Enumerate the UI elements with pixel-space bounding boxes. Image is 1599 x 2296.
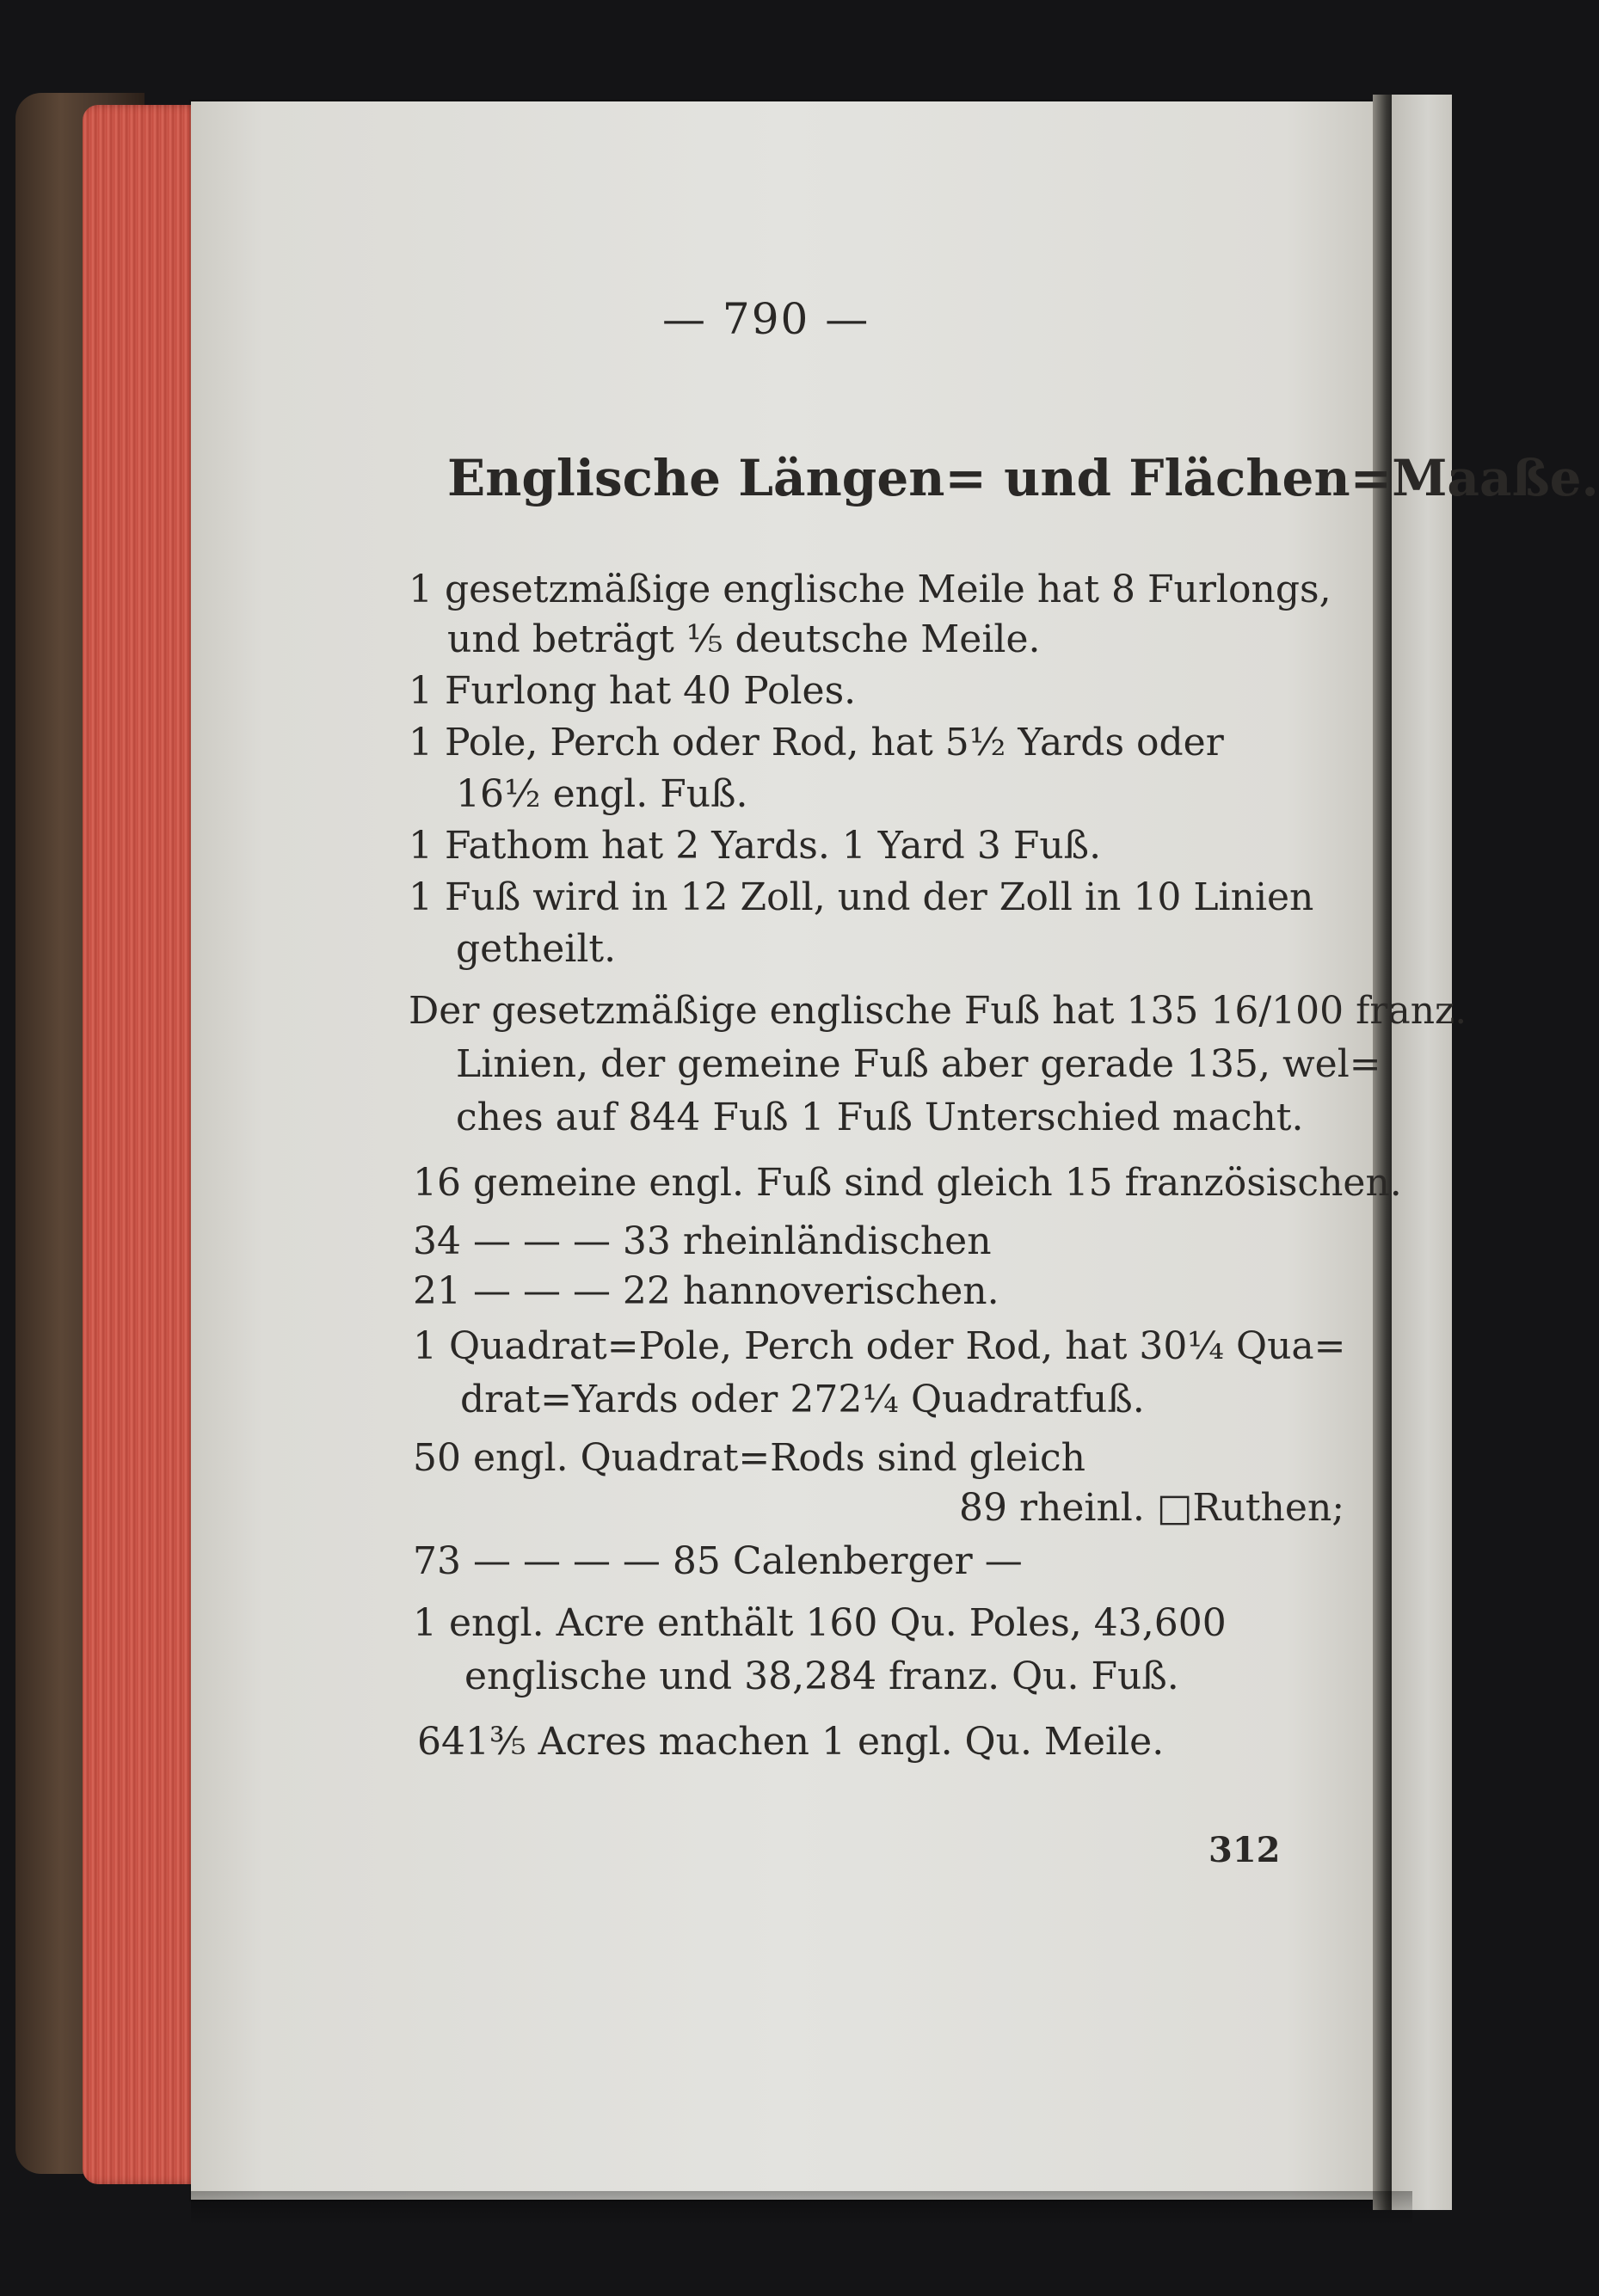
text-line: 16 gemeine engl. Fuß sind gleich 15 französischen. <box>413 1161 1402 1205</box>
text-line: 1 gesetzmäßige englische Meile hat 8 Furlongs, <box>409 568 1331 611</box>
text-line: 1 engl. Acre enthält 160 Qu. Poles, 43,600 <box>413 1601 1227 1645</box>
book-page <box>191 101 1382 2200</box>
page-number: — 790 — <box>662 294 870 344</box>
text-line: 641⅗ Acres machen 1 engl. Qu. Meile. <box>417 1720 1165 1764</box>
text-line: 1 Pole, Perch oder Rod, hat 5½ Yards oder <box>409 721 1224 764</box>
text-line: 73 — — — — 85 Calenberger — <box>413 1539 1023 1583</box>
footer-signature: 312 <box>1208 1830 1281 1870</box>
page-bottom-shadow <box>191 2191 1412 2225</box>
next-page-edge <box>1392 95 1452 2210</box>
text-line: und beträgt ⅕ deutsche Meile. <box>447 617 1041 661</box>
text-line: 1 Quadrat=Pole, Perch oder Rod, hat 30¼ Qua= <box>413 1324 1346 1368</box>
text-line: drat=Yards oder 272¼ Quadratfuß. <box>460 1378 1145 1421</box>
text-line: 1 Furlong hat 40 Poles. <box>409 669 857 713</box>
text-line: 89 rheinl. □Ruthen; <box>959 1486 1345 1530</box>
text-line: Der gesetzmäßige englische Fuß hat 135 16/100 franz. <box>409 989 1467 1033</box>
text-line: ches auf 844 Fuß 1 Fuß Unterschied macht. <box>456 1096 1304 1139</box>
text-line: 1 Fathom hat 2 Yards. 1 Yard 3 Fuß. <box>409 824 1102 868</box>
text-line: 34 — — — 33 rheinländischen <box>413 1219 992 1263</box>
text-line: getheilt. <box>456 927 617 971</box>
text-line: 16½ engl. Fuß. <box>456 772 748 816</box>
text-line: 50 engl. Quadrat=Rods sind gleich <box>413 1436 1086 1480</box>
page-title: Englische Längen= und Flächen=Maaße. <box>447 449 1599 507</box>
text-line: Linien, der gemeine Fuß aber gerade 135, wel= <box>456 1042 1381 1086</box>
text-line: englische und 38,284 franz. Qu. Fuß. <box>464 1654 1179 1698</box>
text-line: 1 Fuß wird in 12 Zoll, und der Zoll in 10 Linien <box>409 875 1314 919</box>
text-line: 21 — — — 22 hannoverischen. <box>413 1269 999 1313</box>
